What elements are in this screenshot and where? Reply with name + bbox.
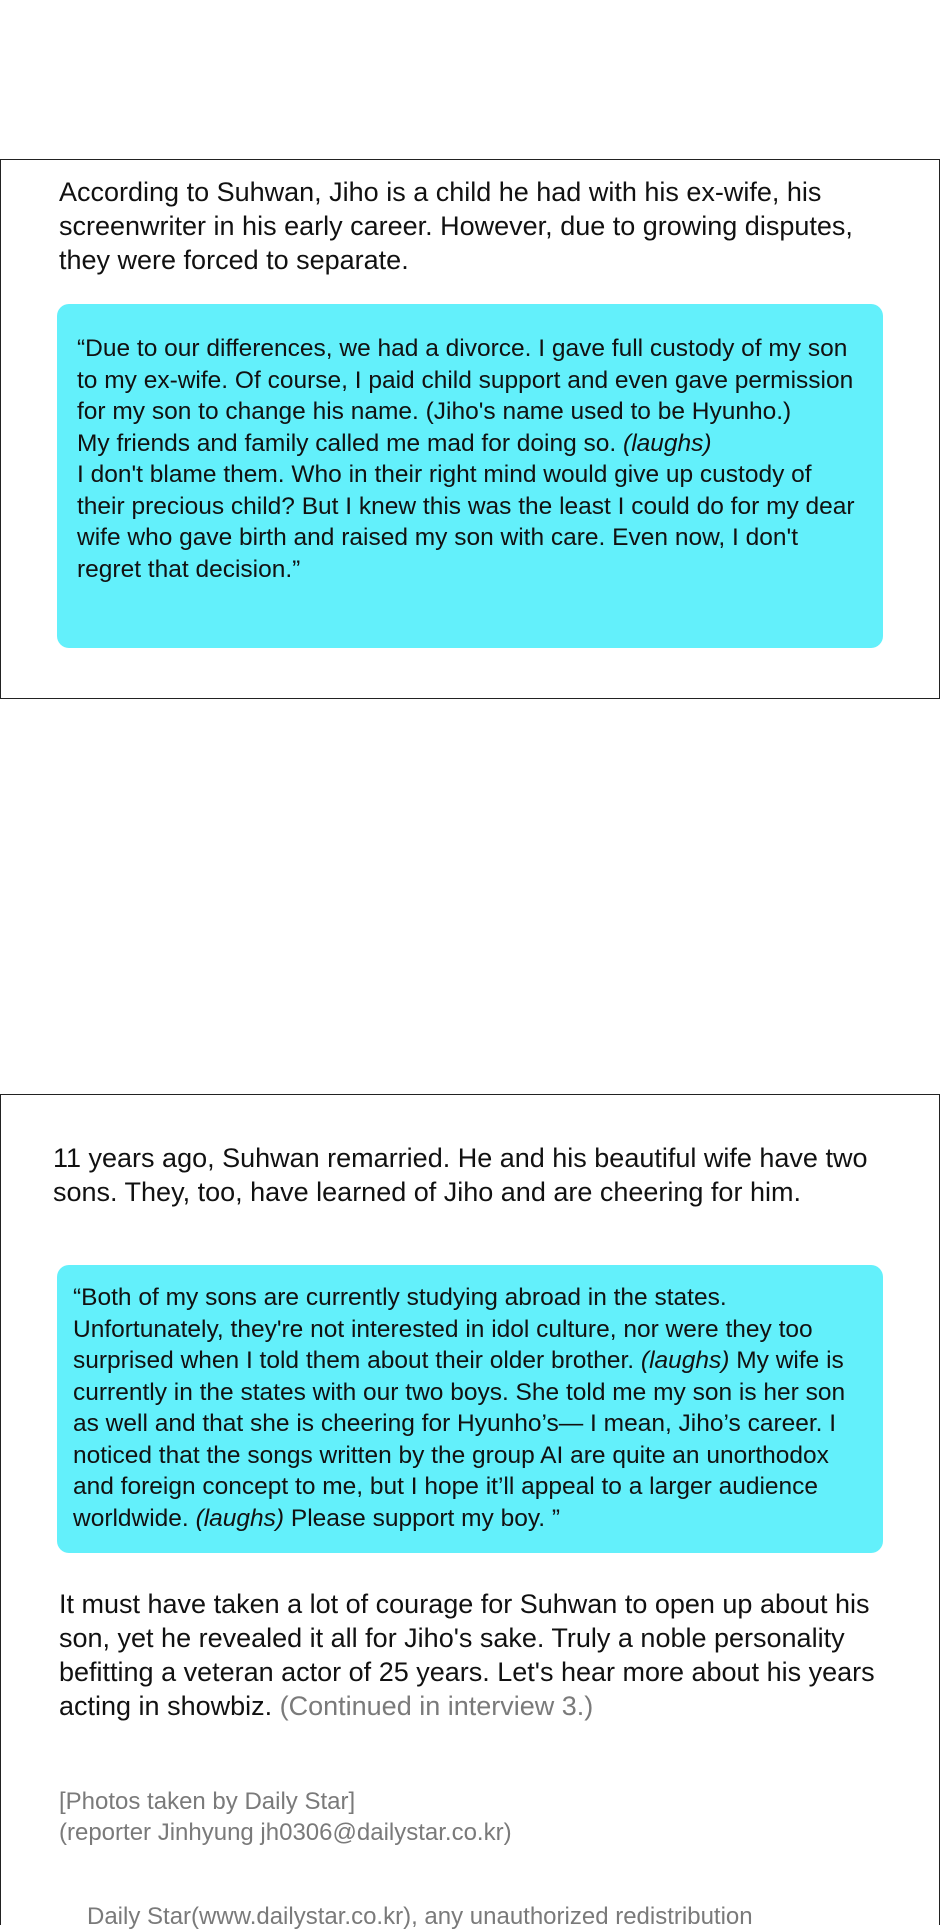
photo-credit: [Photos taken by Daily Star] — [59, 1788, 356, 1815]
quote-2-part-1: “Both of my sons are currently studying abroad in the states. Unfortunately, they're not interested in idol culture, nor were they too surprised when I told them about their older brother. — [73, 1284, 813, 1374]
copyright-footer — [87, 1901, 753, 1932]
article-panel-2 — [0, 1094, 940, 1930]
quote-2-laugh-1: (laughs) — [640, 1347, 730, 1374]
credits-block — [59, 1786, 859, 1848]
quote-2-part-3: Please support my boy. ” — [284, 1504, 561, 1532]
article-panel-1 — [0, 159, 940, 699]
intro-paragraph-2: 11 years ago, Suhwan remarried. He and his beautiful wife have two sons. They, too, have learned of Jiho and are cheering for him. — [53, 1143, 868, 1207]
quote-1-laugh: (laughs) — [623, 429, 712, 457]
continued-note: (Continued in interview 3.) — [279, 1691, 594, 1721]
quote-bubble-2 — [57, 1265, 883, 1553]
quote-2-text — [73, 1282, 871, 1534]
reporter-credit: (reporter Jinhyung jh0306@dailystar.co.kr) — [59, 1819, 512, 1846]
closing-paragraph — [59, 1587, 899, 1723]
quote-1-part-3: I don't blame them. Who in their right mind would give up custody of their precious child? But I knew this was the least I could do for my dear wife who gave birth and raised my son with care. Even now, I don't regret that decision.” — [77, 461, 855, 583]
footer-text: (www.dailystar.co.kr), any unauthorized redistribution — [191, 1903, 753, 1930]
quote-bubble-1 — [57, 304, 883, 648]
quote-2-part-2: My wife is currently in the states with our two boys. She told me my son is her son as well and that she is cheering for Hyunho’s— I mean, Jiho’s career. I noticed that the songs written by the group AI are quite an unorthodox and foreign concept to me, but I hope it’ll appeal to a larger audience worldwide. — [73, 1347, 846, 1532]
intro-paragraph-1: According to Suhwan, Jiho is a child he had with his ex-wife, his screenwriter in his early career. However, due to growing disputes, they were forced to separate. — [59, 177, 853, 275]
quote-2-laugh-2: (laughs) — [195, 1504, 285, 1532]
footer-brand: Daily Star — [87, 1903, 192, 1930]
quote-1-text — [77, 333, 865, 585]
quote-1-part-1: “Due to our differences, we had a divorce. I gave full custody of my son to my ex-wife. Of course, I paid child support and even gave permission for my son to change his name. (Jiho's name used to be Hyunho.) — [77, 335, 854, 425]
quote-1-part-2: My friends and family called me mad for doing so. — [77, 429, 624, 457]
closing-text: It must have taken a lot of courage for Suhwan to open up about his son, yet he revealed it all for Jiho's sake. Truly a noble personality befitting a veteran actor of 25 years. Let's hear more about his years acting in showbiz. — [59, 1589, 875, 1721]
